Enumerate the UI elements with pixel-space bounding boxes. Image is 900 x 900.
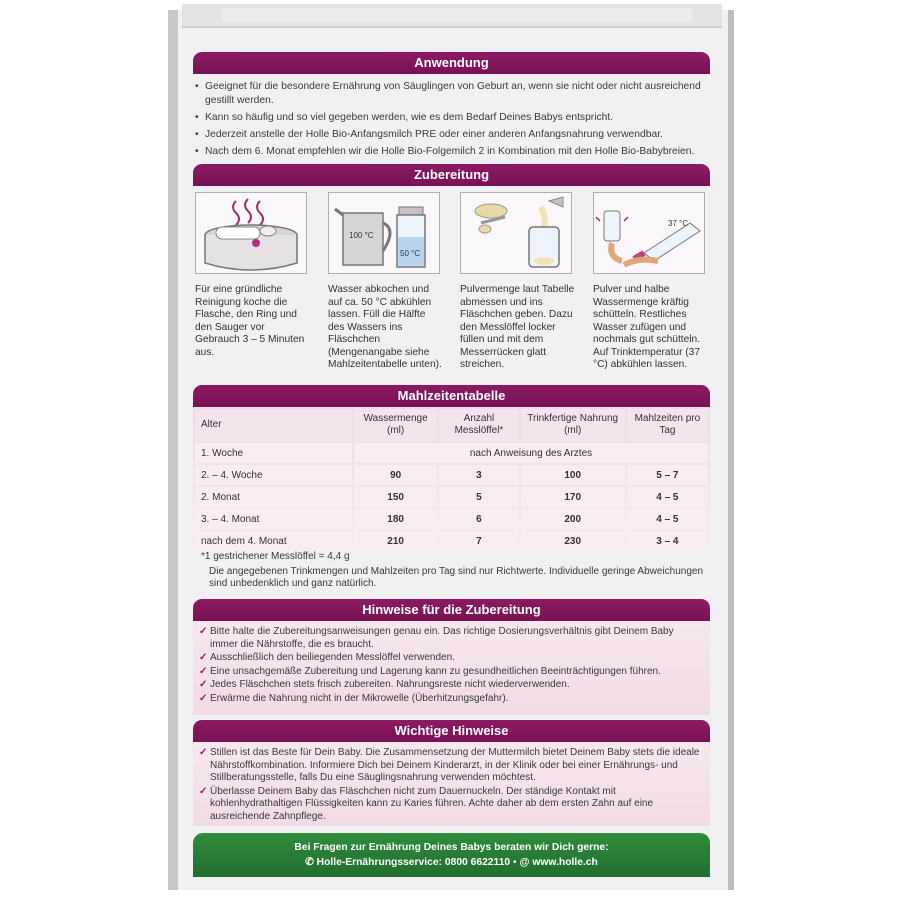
list-item <box>199 693 704 706</box>
list-item-text: Stillen ist das Beste für Dein Baby. Die Zusammensetzung der Muttermilch bietet Deinem Baby stets die ideale Nährstoffkombination. Informiere Dich bei Deinem Kinderarzt, in der Klinik oder bei einer Ernährungs- und Stillberatungsstelle, falls Du eine Säuglingsnahrung verwenden möchtest. <box>210 747 700 784</box>
meal-table-panel <box>193 407 710 547</box>
remark: Die angegebenen Trinkmengen und Mahlzeiten pro Tag sind nur Richtwerte. Individuelle geringe Abweichungen sind unbedenklich und ganz natürlich. <box>209 565 704 590</box>
shake-bottle-icon <box>593 192 705 274</box>
wichtige-hinweise-header: Wichtige Hinweise <box>193 720 710 742</box>
list-item <box>199 652 704 665</box>
step-1 <box>195 192 311 359</box>
cell-ready: 170 <box>521 487 625 507</box>
wichtige-hinweise-panel <box>193 742 710 826</box>
cell-ready: 230 <box>521 531 625 551</box>
service-footer <box>193 833 710 877</box>
zubereitung-steps <box>193 192 710 392</box>
check-icon: ✓ <box>199 747 208 758</box>
table-row <box>195 509 708 529</box>
col-messloeffel: Anzahl Messlöffel* <box>439 409 518 441</box>
hinweise-header-wrap <box>193 599 710 621</box>
table-header-row <box>195 409 708 441</box>
check-icon: ✓ <box>199 626 208 637</box>
temp-label-100: 100 °C <box>349 231 374 240</box>
temp-label-37: 37 °C <box>668 219 689 228</box>
step-3-text: Pulvermenge laut Tabelle abmessen und ins Fläschchen geben. Dazu den Messlöffel locker füllen und mit dem Messerrücken glatt streichen. <box>460 284 575 370</box>
list-item <box>199 747 704 785</box>
meal-table <box>193 407 710 553</box>
anwendung-item: • Geeignet für die besondere Ernährung von Säuglingen von Geburt an, wenn sie nicht oder nicht ausreichend gestillt werden. <box>195 80 710 107</box>
website: @ www.holle.ch <box>519 857 598 868</box>
list-item-text: Bitte halte die Zubereitungsanweisungen genau ein. Das richtige Dosierungsverhältnis gibt Deinem Baby immer die Nährstoffe, die es braucht. <box>210 626 674 650</box>
table-row <box>195 465 708 485</box>
cell-meals: 4 – 5 <box>627 509 708 529</box>
flap-inner <box>222 8 692 22</box>
temp-label-50: 50 °C <box>400 249 421 258</box>
wichtige-list <box>193 742 710 829</box>
powder-spoon-icon <box>460 192 572 274</box>
upper-content <box>193 52 710 392</box>
step-2 <box>328 192 444 372</box>
list-item-text: Erwärme die Nahrung nicht in der Mikrowelle (Überhitzungsgefahr). <box>210 692 509 704</box>
check-icon: ✓ <box>199 652 208 664</box>
table-row <box>195 531 708 551</box>
list-item-text: Überlasse Deinem Baby das Fläschchen nicht zum Dauernuckeln. Der ständige Kontakt mit kohlenhydrathaltigen Flüssigkeiten kann zu Karies führen. Achte daher ab dem ersten Zahn auf eine ausreichende Zahnpflege. <box>210 785 654 822</box>
step-3 <box>460 192 576 372</box>
list-item-text: Ausschließlich den beiliegenden Messlöffel verwenden. <box>210 652 455 664</box>
check-icon: ✓ <box>199 679 208 691</box>
col-alter: Alter <box>195 409 352 441</box>
cell-age: 2. – 4. Woche <box>195 465 352 485</box>
cell-water: 90 <box>354 465 437 485</box>
hinweise-zubereitung-panel <box>193 621 710 715</box>
boiling-pot-icon <box>195 192 307 274</box>
anwendung-item: • Nach dem 6. Monat empfehlen wir die Holle Bio-Folgemilch 2 in Kombination mit den Holle Bio-Babybreien. <box>195 145 710 159</box>
step-4-text: Pulver und halbe Wassermenge kräftig schütteln. Restliches Wasser zufügen und nochmals gut schütteln. Auf Trinktemperatur (37 °C) abkühlen lassen. <box>593 284 701 370</box>
wichtige-header-wrap <box>193 720 710 742</box>
step-4 <box>593 192 709 372</box>
cell-note: nach Anweisung des Arztes <box>354 443 708 463</box>
anwendung-header: Anwendung <box>193 52 710 74</box>
cell-meals: 4 – 5 <box>627 487 708 507</box>
cell-spoons: 6 <box>439 509 518 529</box>
mahlzeiten-header-wrap <box>193 385 710 407</box>
kettle-bottle-icon <box>328 192 440 274</box>
cell-meals: 3 – 4 <box>627 531 708 551</box>
meal-notes <box>201 551 706 591</box>
col-wassermenge: Wassermenge (ml) <box>354 409 437 441</box>
table-row <box>195 487 708 507</box>
col-trinkfertig: Trinkfertige Nahrung (ml) <box>521 409 625 441</box>
list-item-text: Jedes Fläschchen stets frisch zubereiten. Nahrungsreste nicht wiederverwenden. <box>210 679 570 691</box>
cell-age: 3. – 4. Monat <box>195 509 352 529</box>
package-top-flap <box>182 4 722 28</box>
step-2-text: Wasser abkochen und auf ca. 50 °C abkühlen lassen. Füll die Hälfte des Wassers ins Fläschchen (Mengenangabe siehe Mahlzeitentabelle unten). <box>328 284 442 370</box>
list-item <box>199 626 704 651</box>
phone-icon: ✆ <box>305 857 314 868</box>
service-label: Holle-Ernährungsservice: <box>316 857 442 868</box>
anwendung-item: • Jederzeit anstelle der Holle Bio-Anfangsmilch PRE oder einer anderen Anfangsnahrung verwendbar. <box>195 128 710 142</box>
cell-age: 2. Monat <box>195 487 352 507</box>
anwendung-item: • Kann so häufig und so viel gegeben werden, wie es dem Bedarf Deines Babys entspricht. <box>195 111 710 125</box>
step-1-text: Für eine gründliche Reinigung koche die Flasche, den Ring und den Sauger vor Gebrauch 3 – 5 Minuten aus. <box>195 284 305 358</box>
list-item-text: Eine unsachgemäße Zubereitung und Lagerung kann zu gesundheitlichen Beeinträchtigungen führen. <box>210 665 661 677</box>
cell-ready: 200 <box>521 509 625 529</box>
table-row <box>195 443 708 463</box>
footer-line2 <box>193 856 710 868</box>
list-item <box>199 666 704 679</box>
zubereitung-header: Zubereitung <box>193 164 710 186</box>
mahlzeiten-header: Mahlzeitentabelle <box>193 385 710 407</box>
separator: • <box>513 857 517 868</box>
cell-age: 1. Woche <box>195 443 352 463</box>
cell-spoons: 3 <box>439 465 518 485</box>
hinweise-list <box>193 621 710 711</box>
cell-water: 150 <box>354 487 437 507</box>
list-item <box>199 786 704 824</box>
cell-ready: 100 <box>521 465 625 485</box>
cell-water: 210 <box>354 531 437 551</box>
anwendung-list <box>193 74 710 158</box>
footer-line1: Bei Fragen zur Ernährung Deines Babys beraten wir Dich gerne: <box>294 842 609 853</box>
check-icon: ✓ <box>199 785 208 797</box>
phone-number: 0800 6622110 <box>444 857 511 868</box>
check-icon: ✓ <box>199 692 208 704</box>
cell-meals: 5 – 7 <box>627 465 708 485</box>
cell-spoons: 5 <box>439 487 518 507</box>
hinweise-zubereitung-header: Hinweise für die Zubereitung <box>193 599 710 621</box>
list-item <box>199 679 704 692</box>
col-mahlzeiten: Mahlzeiten pro Tag <box>627 409 708 441</box>
cell-age: nach dem 4. Monat <box>195 531 352 551</box>
check-icon: ✓ <box>199 665 208 677</box>
cell-water: 180 <box>354 509 437 529</box>
cell-spoons: 7 <box>439 531 518 551</box>
footnote: *1 gestrichener Messlöffel = 4,4 g <box>201 551 350 562</box>
